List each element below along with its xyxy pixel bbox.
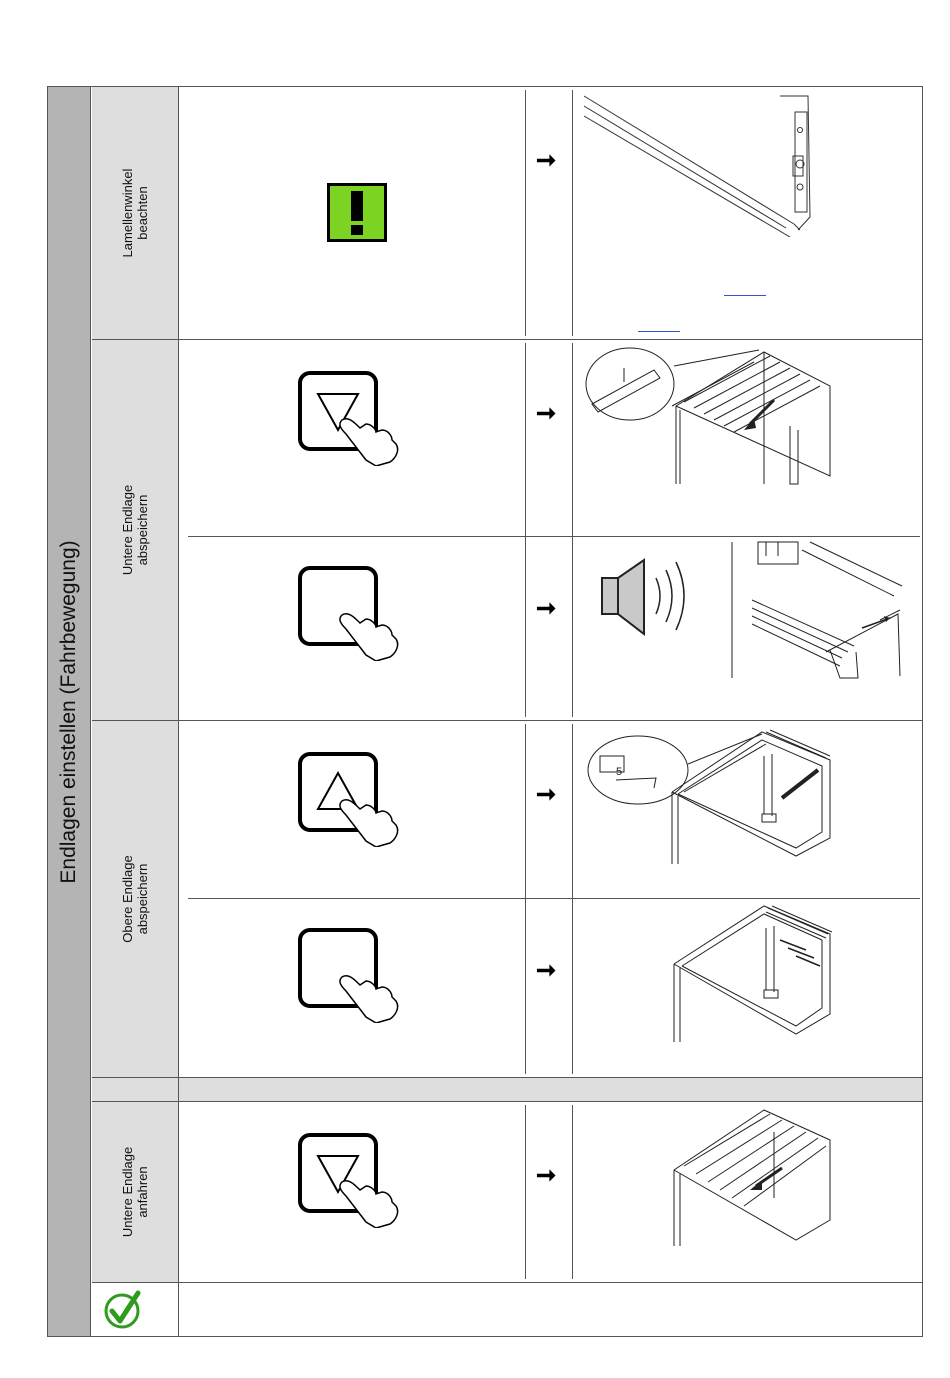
press-up-button-icon[interactable] bbox=[296, 751, 404, 847]
divider bbox=[92, 1282, 922, 1283]
row-label-cell bbox=[92, 340, 179, 720]
checkmark-circle-icon bbox=[102, 1289, 142, 1329]
divider bbox=[525, 343, 526, 717]
row-label-cell bbox=[92, 87, 179, 339]
divider bbox=[178, 1077, 179, 1102]
arrow-right-icon: ➞ bbox=[536, 595, 557, 622]
section-title-column bbox=[48, 87, 91, 1336]
divider bbox=[525, 1105, 526, 1279]
warning-exclamation-icon bbox=[327, 183, 387, 242]
press-down-button-icon[interactable] bbox=[296, 1132, 404, 1228]
row-label-cell bbox=[92, 721, 179, 1077]
row-label-untere-endlage-anfahren: Untere Endlage anfahren bbox=[120, 1146, 150, 1238]
press-button-icon[interactable] bbox=[296, 565, 404, 661]
pergola-upper-position-illustration bbox=[586, 726, 834, 868]
arrow-right-icon: ➞ bbox=[536, 147, 557, 174]
pergola-open-illustration bbox=[670, 904, 834, 1044]
motor-detail-illustration bbox=[730, 540, 910, 680]
divider bbox=[525, 90, 526, 336]
divider bbox=[92, 339, 922, 340]
row-label-cell bbox=[92, 1102, 179, 1282]
speaker-beep-icon bbox=[598, 556, 698, 640]
pergola-lower-position-illustration bbox=[584, 346, 834, 486]
divider bbox=[572, 1105, 573, 1279]
link-underline bbox=[638, 331, 680, 332]
row-label-lamellenwinkel: Lamellenwinkel beachten bbox=[120, 168, 150, 258]
row-label-untere-endlage-abspeichern: Untere Endlage abspeichern bbox=[120, 484, 150, 576]
separator-row bbox=[92, 1077, 922, 1102]
divider bbox=[188, 898, 920, 899]
check-cell bbox=[92, 1283, 179, 1336]
arrow-right-icon: ➞ bbox=[536, 400, 557, 427]
press-button-icon[interactable] bbox=[296, 927, 404, 1023]
lamella-profile-illustration bbox=[580, 92, 820, 237]
divider bbox=[525, 724, 526, 1074]
arrow-right-icon: ➞ bbox=[536, 957, 557, 984]
arrow-right-icon: ➞ bbox=[536, 781, 557, 808]
divider bbox=[572, 343, 573, 717]
arrow-right-icon: ➞ bbox=[536, 1162, 557, 1189]
pergola-closed-illustration bbox=[670, 1106, 834, 1248]
divider bbox=[572, 90, 573, 336]
divider bbox=[188, 536, 920, 537]
section-title: Endlagen einstellen (Fahrbewegung) bbox=[57, 539, 80, 884]
press-down-button-icon[interactable] bbox=[296, 370, 404, 466]
row-label-obere-endlage-abspeichern: Obere Endlage abspeichern bbox=[120, 855, 150, 943]
link-underline bbox=[724, 295, 766, 296]
divider bbox=[572, 724, 573, 1074]
divider bbox=[92, 720, 922, 721]
dimension-label: 5 bbox=[616, 766, 623, 778]
